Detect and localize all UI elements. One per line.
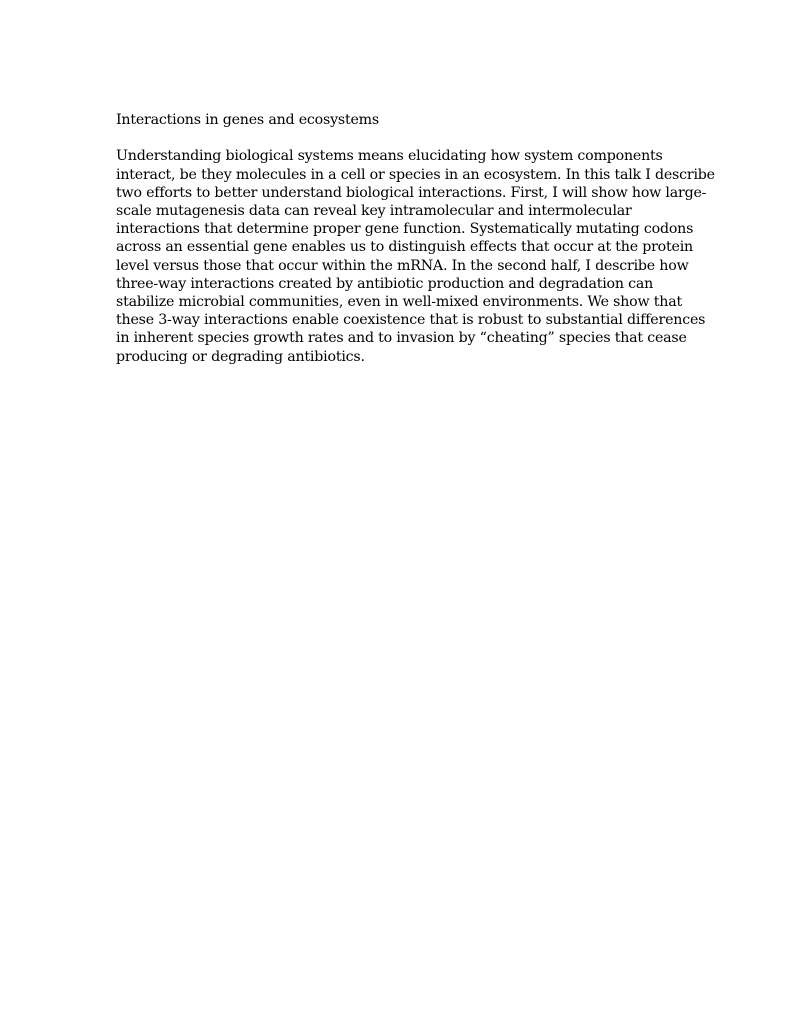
document-body	[116, 111, 715, 366]
abstract-line: producing or degrading antibiotics.	[116, 348, 365, 365]
abstract-line: in inherent species growth rates and to invasion by “cheating” species that cease	[116, 330, 687, 347]
abstract-line: interactions that determine proper gene function. Systematically mutating codons	[116, 221, 694, 238]
abstract-line: stabilize microbial communities, even in well-mixed environments. We show that	[116, 294, 682, 311]
abstract-line: three-way interactions created by antibiotic production and degradation can	[116, 275, 654, 292]
abstract-line: interact, be they molecules in a cell or species in an ecosystem. In this talk I describe	[116, 166, 715, 183]
abstract-line: across an essential gene enables us to distinguish effects that occur at the protein	[116, 239, 693, 256]
abstract-line: level versus those that occur within the mRNA. In the second half, I describe how	[116, 257, 689, 274]
abstract-paragraph	[116, 147, 715, 365]
abstract-line: Understanding biological systems means elucidating how system components	[116, 148, 663, 165]
document-title: Interactions in genes and ecosystems	[116, 112, 379, 128]
abstract-line: these 3-way interactions enable coexistence that is robust to substantial differences	[116, 312, 706, 329]
abstract-line: scale mutagenesis data can reveal key intramolecular and intermolecular	[116, 203, 632, 219]
abstract-line: two efforts to better understand biological interactions. First, I will show how large-	[116, 184, 707, 201]
